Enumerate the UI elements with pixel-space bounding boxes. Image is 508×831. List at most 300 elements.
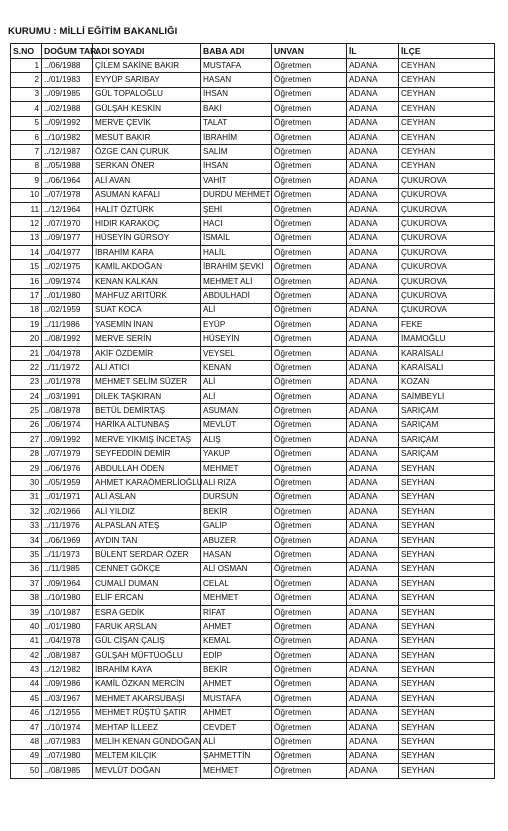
table-row — [11, 404, 495, 418]
document-title: KURUMU : MİLLİ EĞİTİM BAKANLIĞI — [8, 26, 178, 37]
cell-birth-date: ../06/1964 — [42, 174, 93, 188]
cell-birth-date: ../11/1972 — [42, 361, 93, 375]
cell-sno: 40 — [11, 620, 42, 634]
cell-title: Öğretmen — [272, 231, 347, 245]
cell-district: CEYHAN — [399, 116, 495, 130]
cell-sno: 34 — [11, 533, 42, 547]
cell-sno: 18 — [11, 303, 42, 317]
cell-district: SEYHAN — [399, 649, 495, 663]
cell-birth-date: ../02/1959 — [42, 303, 93, 317]
cell-name: ELİF ERCAN — [93, 591, 201, 605]
cell-father-name: MUSTAFA — [201, 59, 272, 73]
cell-father-name: MUSTAFA — [201, 692, 272, 706]
cell-name: MEVLÜT DOĞAN — [93, 764, 201, 778]
table-row — [11, 634, 495, 648]
cell-district: CEYHAN — [399, 73, 495, 87]
cell-title: Öğretmen — [272, 375, 347, 389]
cell-name: MEHMET AKARSUBAŞI — [93, 692, 201, 706]
cell-title: Öğretmen — [272, 749, 347, 763]
cell-birth-date: ../05/1988 — [42, 159, 93, 173]
cell-province: ADANA — [347, 447, 399, 461]
cell-district: SEYHAN — [399, 533, 495, 547]
cell-father-name: HASAN — [201, 548, 272, 562]
cell-father-name: ALİ — [201, 389, 272, 403]
cell-province: ADANA — [347, 102, 399, 116]
cell-father-name: İHSAN — [201, 87, 272, 101]
cell-father-name: İBRAHİM ŞEVKİ — [201, 260, 272, 274]
cell-province: ADANA — [347, 663, 399, 677]
cell-sno: 43 — [11, 663, 42, 677]
cell-province: ADANA — [347, 605, 399, 619]
cell-title: Öğretmen — [272, 318, 347, 332]
cell-title: Öğretmen — [272, 174, 347, 188]
cell-sno: 48 — [11, 735, 42, 749]
cell-birth-date: ../04/1977 — [42, 246, 93, 260]
cell-father-name: GALİP — [201, 519, 272, 533]
cell-province: ADANA — [347, 577, 399, 591]
table-row — [11, 605, 495, 619]
cell-district: SAİMBEYLİ — [399, 389, 495, 403]
cell-sno: 14 — [11, 246, 42, 260]
cell-father-name: CEVDET — [201, 720, 272, 734]
table-row — [11, 548, 495, 562]
cell-district: ÇUKUROVA — [399, 260, 495, 274]
cell-district: SARIÇAM — [399, 404, 495, 418]
cell-name: HÜSEYİN GÜRSOY — [93, 231, 201, 245]
cell-birth-date: ../08/1978 — [42, 404, 93, 418]
table-body — [11, 59, 495, 779]
column-header-father-name: BABA ADI — [201, 44, 272, 59]
cell-province: ADANA — [347, 490, 399, 504]
table-row — [11, 735, 495, 749]
cell-father-name: ŞEHİ — [201, 202, 272, 216]
cell-birth-date: ../11/1976 — [42, 519, 93, 533]
cell-name: SUAT KOCA — [93, 303, 201, 317]
cell-title: Öğretmen — [272, 116, 347, 130]
cell-district: SEYHAN — [399, 519, 495, 533]
cell-father-name: İBRAHİM — [201, 130, 272, 144]
cell-father-name: AHMET — [201, 677, 272, 691]
cell-name: DİLEK TAŞKIRAN — [93, 389, 201, 403]
cell-title: Öğretmen — [272, 246, 347, 260]
cell-sno: 1 — [11, 59, 42, 73]
cell-name: MESUT BAKIR — [93, 130, 201, 144]
cell-province: ADANA — [347, 634, 399, 648]
cell-father-name: ALİ — [201, 303, 272, 317]
cell-birth-date: ../01/1980 — [42, 620, 93, 634]
cell-father-name: ALİ — [201, 375, 272, 389]
cell-name: HIDIR KARAKOÇ — [93, 217, 201, 231]
table-row — [11, 188, 495, 202]
table-row — [11, 361, 495, 375]
cell-birth-date: ../12/1955 — [42, 706, 93, 720]
cell-sno: 45 — [11, 692, 42, 706]
cell-father-name: VAHİT — [201, 174, 272, 188]
cell-sno: 29 — [11, 461, 42, 475]
table-row — [11, 706, 495, 720]
cell-title: Öğretmen — [272, 605, 347, 619]
cell-name: MELİH KENAN GÜNDOĞAN — [93, 735, 201, 749]
cell-district: SARIÇAM — [399, 447, 495, 461]
column-header-birth-date: DOĞUM TAR. — [42, 44, 93, 59]
table-row — [11, 649, 495, 663]
cell-father-name: RİFAT — [201, 605, 272, 619]
cell-province: ADANA — [347, 764, 399, 778]
cell-district: SEYHAN — [399, 749, 495, 763]
cell-name: ALPASLAN ATEŞ — [93, 519, 201, 533]
cell-title: Öğretmen — [272, 490, 347, 504]
cell-birth-date: ../05/1959 — [42, 476, 93, 490]
cell-birth-date: ../12/1987 — [42, 145, 93, 159]
cell-father-name: ALİ RIZA — [201, 476, 272, 490]
cell-title: Öğretmen — [272, 59, 347, 73]
table-row — [11, 490, 495, 504]
cell-name: GÜL TOPALOĞLU — [93, 87, 201, 101]
cell-title: Öğretmen — [272, 620, 347, 634]
table-row — [11, 174, 495, 188]
cell-father-name: BEKİR — [201, 505, 272, 519]
cell-name: GÜLŞAH KESKİN — [93, 102, 201, 116]
cell-province: ADANA — [347, 404, 399, 418]
cell-father-name: HASAN — [201, 73, 272, 87]
cell-district: CEYHAN — [399, 130, 495, 144]
cell-title: Öğretmen — [272, 159, 347, 173]
cell-father-name: ŞAHMETTİN — [201, 749, 272, 763]
cell-name: AYDIN TAN — [93, 533, 201, 547]
table-row — [11, 332, 495, 346]
cell-title: Öğretmen — [272, 260, 347, 274]
cell-birth-date: ../03/1991 — [42, 389, 93, 403]
cell-title: Öğretmen — [272, 577, 347, 591]
cell-province: ADANA — [347, 289, 399, 303]
cell-sno: 9 — [11, 174, 42, 188]
cell-sno: 12 — [11, 217, 42, 231]
table-row — [11, 289, 495, 303]
cell-name: BÜLENT SERDAR ÖZER — [93, 548, 201, 562]
cell-district: SEYHAN — [399, 720, 495, 734]
cell-sno: 36 — [11, 562, 42, 576]
cell-district: ÇUKUROVA — [399, 289, 495, 303]
cell-district: ÇUKUROVA — [399, 274, 495, 288]
cell-province: ADANA — [347, 389, 399, 403]
cell-district: İMAMOĞLU — [399, 332, 495, 346]
cell-birth-date: ../02/1966 — [42, 505, 93, 519]
cell-birth-date: ../09/1985 — [42, 87, 93, 101]
cell-birth-date: ../10/1974 — [42, 720, 93, 734]
cell-birth-date: ../12/1982 — [42, 663, 93, 677]
cell-district: ÇUKUROVA — [399, 174, 495, 188]
cell-name: ASUMAN KAFALI — [93, 188, 201, 202]
cell-sno: 25 — [11, 404, 42, 418]
cell-name: ÖZGE CAN ÇURUK — [93, 145, 201, 159]
cell-title: Öğretmen — [272, 145, 347, 159]
cell-title: Öğretmen — [272, 649, 347, 663]
table-row — [11, 433, 495, 447]
cell-sno: 23 — [11, 375, 42, 389]
cell-name: MERVE ÇEVİK — [93, 116, 201, 130]
cell-father-name: YAKUP — [201, 447, 272, 461]
cell-title: Öğretmen — [272, 505, 347, 519]
cell-father-name: DURDU MEHMET — [201, 188, 272, 202]
cell-birth-date: ../04/1978 — [42, 634, 93, 648]
cell-birth-date: ../08/1992 — [42, 332, 93, 346]
cell-title: Öğretmen — [272, 188, 347, 202]
cell-birth-date: ../07/1980 — [42, 749, 93, 763]
table-row — [11, 562, 495, 576]
cell-father-name: SALİM — [201, 145, 272, 159]
table-header-row — [11, 44, 495, 59]
cell-district: SEYHAN — [399, 461, 495, 475]
cell-father-name: AHMET — [201, 706, 272, 720]
cell-birth-date: ../11/1973 — [42, 548, 93, 562]
column-header-name: ADI SOYADI — [93, 44, 201, 59]
cell-province: ADANA — [347, 59, 399, 73]
cell-name: ALİ AVAN — [93, 174, 201, 188]
cell-district: SEYHAN — [399, 663, 495, 677]
cell-name: CUMALİ DUMAN — [93, 577, 201, 591]
cell-province: ADANA — [347, 519, 399, 533]
cell-province: ADANA — [347, 749, 399, 763]
cell-name: GÜLŞAH MÜFTÜOĞLU — [93, 649, 201, 663]
cell-birth-date: ../01/1980 — [42, 289, 93, 303]
cell-district: ÇUKUROVA — [399, 231, 495, 245]
cell-father-name: BEKİR — [201, 663, 272, 677]
cell-father-name: KENAN — [201, 361, 272, 375]
cell-title: Öğretmen — [272, 764, 347, 778]
cell-title: Öğretmen — [272, 332, 347, 346]
cell-name: KAMİL AKDOĞAN — [93, 260, 201, 274]
table-row — [11, 274, 495, 288]
cell-district: SEYHAN — [399, 735, 495, 749]
cell-district: SEYHAN — [399, 605, 495, 619]
cell-sno: 39 — [11, 605, 42, 619]
cell-sno: 49 — [11, 749, 42, 763]
cell-birth-date: ../06/1974 — [42, 418, 93, 432]
cell-birth-date: ../11/1985 — [42, 562, 93, 576]
cell-district: CEYHAN — [399, 159, 495, 173]
cell-father-name: MEVLÜT — [201, 418, 272, 432]
table-row — [11, 73, 495, 87]
cell-province: ADANA — [347, 720, 399, 734]
cell-father-name: CELAL — [201, 577, 272, 591]
cell-sno: 50 — [11, 764, 42, 778]
cell-title: Öğretmen — [272, 706, 347, 720]
cell-title: Öğretmen — [272, 274, 347, 288]
cell-title: Öğretmen — [272, 130, 347, 144]
cell-birth-date: ../01/1978 — [42, 375, 93, 389]
cell-district: FEKE — [399, 318, 495, 332]
cell-father-name: ALİ OSMAN — [201, 562, 272, 576]
cell-title: Öğretmen — [272, 346, 347, 360]
cell-province: ADANA — [347, 476, 399, 490]
cell-district: SEYHAN — [399, 692, 495, 706]
cell-father-name: ABUZER — [201, 533, 272, 547]
cell-father-name: TALAT — [201, 116, 272, 130]
cell-district: SARIÇAM — [399, 418, 495, 432]
cell-title: Öğretmen — [272, 404, 347, 418]
cell-name: GÜL CİŞAN ÇALIŞ — [93, 634, 201, 648]
cell-birth-date: ../03/1967 — [42, 692, 93, 706]
cell-district: ÇUKUROVA — [399, 303, 495, 317]
cell-title: Öğretmen — [272, 87, 347, 101]
cell-sno: 30 — [11, 476, 42, 490]
cell-sno: 24 — [11, 389, 42, 403]
cell-province: ADANA — [347, 706, 399, 720]
cell-name: BETÜL DEMİRTAŞ — [93, 404, 201, 418]
cell-district: SEYHAN — [399, 764, 495, 778]
cell-district: SEYHAN — [399, 505, 495, 519]
cell-sno: 35 — [11, 548, 42, 562]
cell-father-name: ALİ — [201, 735, 272, 749]
cell-birth-date: ../09/1974 — [42, 274, 93, 288]
cell-title: Öğretmen — [272, 102, 347, 116]
table-row — [11, 260, 495, 274]
table-row — [11, 418, 495, 432]
cell-father-name: HACI — [201, 217, 272, 231]
cell-father-name: İSMAİL — [201, 231, 272, 245]
table-row — [11, 447, 495, 461]
cell-district: CEYHAN — [399, 102, 495, 116]
table-row — [11, 145, 495, 159]
column-header-title: UNVAN — [272, 44, 347, 59]
cell-title: Öğretmen — [272, 361, 347, 375]
cell-father-name: MEHMET — [201, 591, 272, 605]
cell-father-name: KEMAL — [201, 634, 272, 648]
cell-name: MELTEM KILÇIK — [93, 749, 201, 763]
cell-sno: 28 — [11, 447, 42, 461]
cell-province: ADANA — [347, 217, 399, 231]
table-row — [11, 130, 495, 144]
cell-district: SEYHAN — [399, 548, 495, 562]
cell-province: ADANA — [347, 375, 399, 389]
table-row — [11, 692, 495, 706]
table-row — [11, 246, 495, 260]
cell-father-name: İHSAN — [201, 159, 272, 173]
cell-birth-date: ../12/1964 — [42, 202, 93, 216]
cell-sno: 6 — [11, 130, 42, 144]
table-row — [11, 505, 495, 519]
cell-title: Öğretmen — [272, 217, 347, 231]
cell-title: Öğretmen — [272, 562, 347, 576]
cell-sno: 21 — [11, 346, 42, 360]
table-row — [11, 461, 495, 475]
cell-district: CEYHAN — [399, 145, 495, 159]
cell-birth-date: ../07/1983 — [42, 735, 93, 749]
cell-name: SERKAN ÖNER — [93, 159, 201, 173]
cell-province: ADANA — [347, 620, 399, 634]
cell-district: SEYHAN — [399, 490, 495, 504]
cell-sno: 20 — [11, 332, 42, 346]
cell-title: Öğretmen — [272, 692, 347, 706]
table-row — [11, 303, 495, 317]
cell-district: SEYHAN — [399, 476, 495, 490]
cell-birth-date: ../09/1986 — [42, 677, 93, 691]
cell-name: MEHTAP İLLEEZ — [93, 720, 201, 734]
cell-province: ADANA — [347, 116, 399, 130]
cell-name: HARİKA ALTUNBAŞ — [93, 418, 201, 432]
cell-district: SEYHAN — [399, 677, 495, 691]
cell-province: ADANA — [347, 533, 399, 547]
cell-province: ADANA — [347, 145, 399, 159]
cell-province: ADANA — [347, 274, 399, 288]
cell-sno: 46 — [11, 706, 42, 720]
cell-province: ADANA — [347, 159, 399, 173]
cell-title: Öğretmen — [272, 533, 347, 547]
cell-father-name: EDİP — [201, 649, 272, 663]
cell-name: AHMET KARAÖMERLİOĞLU — [93, 476, 201, 490]
cell-district: SEYHAN — [399, 706, 495, 720]
cell-father-name: EYÜP — [201, 318, 272, 332]
cell-title: Öğretmen — [272, 461, 347, 475]
cell-district: CEYHAN — [399, 87, 495, 101]
cell-province: ADANA — [347, 735, 399, 749]
cell-district: SEYHAN — [399, 620, 495, 634]
table-row — [11, 663, 495, 677]
table-row — [11, 389, 495, 403]
cell-district: ÇUKUROVA — [399, 188, 495, 202]
cell-district: ÇUKUROVA — [399, 202, 495, 216]
cell-birth-date: ../09/1992 — [42, 116, 93, 130]
table-row — [11, 87, 495, 101]
cell-district: SEYHAN — [399, 591, 495, 605]
cell-birth-date: ../04/1978 — [42, 346, 93, 360]
cell-province: ADANA — [347, 202, 399, 216]
cell-title: Öğretmen — [272, 303, 347, 317]
table-row — [11, 720, 495, 734]
cell-father-name: VEYSEL — [201, 346, 272, 360]
cell-province: ADANA — [347, 418, 399, 432]
cell-father-name: ASUMAN — [201, 404, 272, 418]
cell-sno: 26 — [11, 418, 42, 432]
cell-name: AKİF ÖZDEMİR — [93, 346, 201, 360]
cell-district: ÇUKUROVA — [399, 246, 495, 260]
cell-district: KARAİSALI — [399, 346, 495, 360]
cell-birth-date: ../09/1964 — [42, 577, 93, 591]
table-row — [11, 677, 495, 691]
cell-title: Öğretmen — [272, 433, 347, 447]
cell-birth-date: ../07/1970 — [42, 217, 93, 231]
cell-title: Öğretmen — [272, 634, 347, 648]
cell-sno: 41 — [11, 634, 42, 648]
table-row — [11, 476, 495, 490]
cell-birth-date: ../09/1992 — [42, 433, 93, 447]
cell-district: SEYHAN — [399, 562, 495, 576]
cell-birth-date: ../02/1975 — [42, 260, 93, 274]
cell-province: ADANA — [347, 174, 399, 188]
cell-name: ALİ YILDIZ — [93, 505, 201, 519]
cell-father-name: MEHMET — [201, 461, 272, 475]
cell-province: ADANA — [347, 332, 399, 346]
cell-birth-date: ../11/1986 — [42, 318, 93, 332]
cell-birth-date: ../09/1977 — [42, 231, 93, 245]
cell-district: ÇUKUROVA — [399, 217, 495, 231]
cell-district: SARIÇAM — [399, 433, 495, 447]
cell-province: ADANA — [347, 260, 399, 274]
cell-name: MAHFUZ ARITÜRK — [93, 289, 201, 303]
cell-district: SEYHAN — [399, 577, 495, 591]
cell-birth-date: ../06/1969 — [42, 533, 93, 547]
cell-sno: 4 — [11, 102, 42, 116]
table-row — [11, 533, 495, 547]
table-row — [11, 318, 495, 332]
cell-name: KENAN KALKAN — [93, 274, 201, 288]
cell-name: FARUK ARSLAN — [93, 620, 201, 634]
cell-birth-date: ../10/1980 — [42, 591, 93, 605]
cell-birth-date: ../07/1978 — [42, 188, 93, 202]
cell-title: Öğretmen — [272, 677, 347, 691]
cell-province: ADANA — [347, 433, 399, 447]
cell-name: KAMİL ÖZKAN MERCİN — [93, 677, 201, 691]
